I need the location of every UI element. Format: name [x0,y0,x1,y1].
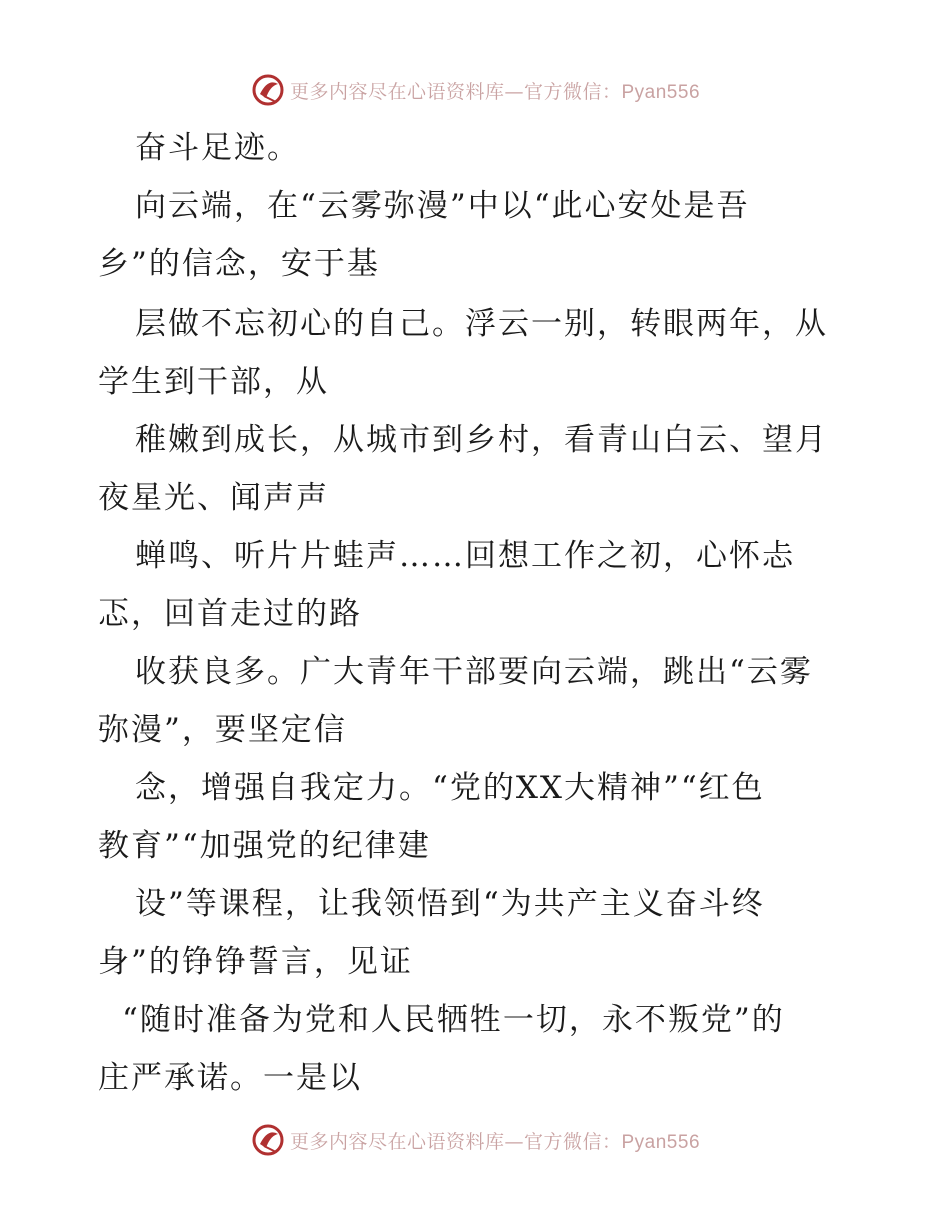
text-line: 设”等课程，让我领悟到“为共产主义奋斗终 [135,886,765,922]
text-line: 夜星光、闻声声 [98,480,329,516]
text-line: “随时准备为党和人民牺牲一切，永不叛党”的 [122,1002,785,1038]
text-line: 收获良多。广大青年干部要向云端，跳出“云雾 [135,654,813,690]
text-line: 教育”“加强党的纪律建 [98,828,431,864]
text-line: 层做不忘初心的自己。浮云一别，转眼两年，从 [135,306,828,342]
footer-watermark [0,1120,950,1160]
text-line: 忑，回首走过的路 [98,596,362,632]
text-line: 身”的铮铮誓言，见证 [98,944,413,980]
text-line: 乡”的信念，安于基 [98,246,380,282]
text-line: 念，增强自我定力。“党的XX大精神”“红色 [135,770,765,806]
header-watermark-text: 更多内容尽在心语资料库—官方微信： [289,80,622,103]
text-line: 庄严承诺。一是以 [98,1060,362,1096]
header-wechat-id: Pyan556 [621,81,701,103]
text-line: 奋斗足迹。 [135,130,300,166]
text-line: 学生到干部，从 [98,364,329,400]
text-line: 稚嫩到成长，从城市到乡村，看青山白云、望月 [135,422,828,458]
brand-logo-icon [250,72,286,108]
text-line: 蝉鸣、听片片蛙声……回想工作之初，心怀忐 [135,538,795,574]
header-watermark [0,70,950,110]
text-line: 向云端，在“云雾弥漫”中以“此心安处是吾 [135,188,750,224]
brand-logo-icon [250,1122,286,1158]
footer-wechat-id: Pyan556 [621,1131,701,1153]
text-line: 弥漫”，要坚定信 [98,712,347,748]
footer-watermark-text: 更多内容尽在心语资料库—官方微信： [289,1130,622,1153]
